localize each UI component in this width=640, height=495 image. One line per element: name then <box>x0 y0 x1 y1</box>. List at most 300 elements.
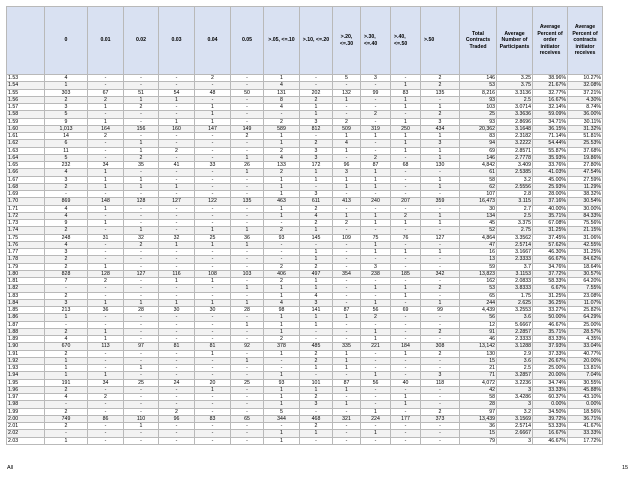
table-cell: 2.3182 <box>497 133 533 140</box>
table-cell: 378 <box>264 343 300 350</box>
row-label-cell: 1.60 <box>7 125 45 132</box>
table-cell: - <box>391 176 421 183</box>
row-label-cell: 1.53 <box>7 75 45 82</box>
table-cell: 76 <box>391 234 421 241</box>
table-cell: 1 <box>391 140 421 147</box>
table-row <box>7 408 603 415</box>
row-label-cell: 1.99 <box>7 408 45 415</box>
table-cell: 3 <box>421 372 460 379</box>
table-cell: 92 <box>231 343 264 350</box>
table-cell: - <box>231 430 264 437</box>
table-cell: - <box>421 256 460 263</box>
row-label-cell: 1.98 <box>7 401 45 408</box>
table-cell: - <box>159 220 195 227</box>
table-cell: 1 <box>333 147 361 154</box>
table-cell: 1 <box>300 256 333 263</box>
table-cell: 1 <box>391 147 421 154</box>
table-cell: 2 <box>45 408 88 415</box>
header-cell-30-40: >.30, <=.40 <box>361 7 391 75</box>
table-cell: - <box>421 241 460 248</box>
row-label-cell: 1.58 <box>7 111 45 118</box>
table-cell: 202 <box>300 89 333 96</box>
table-cell: 28 <box>460 401 497 408</box>
table-cell: - <box>333 430 361 437</box>
table-cell: - <box>391 357 421 364</box>
table-cell: 2 <box>264 278 300 285</box>
table-cell: 1 <box>264 394 300 401</box>
table-row <box>7 285 603 292</box>
table-cell: 191 <box>45 379 88 386</box>
table-cell: 1 <box>45 365 88 372</box>
table-cell: 1 <box>45 357 88 364</box>
table-cell: 2 <box>45 350 88 357</box>
table-cell: 2.8571 <box>497 147 533 154</box>
table-cell: 1 <box>300 249 333 256</box>
table-cell: 47.54% <box>568 169 603 176</box>
table-cell: 25.82% <box>568 307 603 314</box>
table-cell: 1 <box>333 401 361 408</box>
table-cell: - <box>231 350 264 357</box>
table-cell: 1 <box>333 176 361 183</box>
table-cell: 2 <box>45 386 88 393</box>
table-cell: 3 <box>300 299 333 306</box>
table-cell: 93 <box>264 234 300 241</box>
row-label-cell: 1.80 <box>7 270 45 277</box>
table-cell: 1 <box>159 278 195 285</box>
table-cell: 3.1153 <box>497 270 533 277</box>
table-cell: 4.35% <box>568 336 603 343</box>
table-cell: 1 <box>231 241 264 248</box>
table-cell: - <box>124 408 159 415</box>
table-cell: 20,362 <box>460 125 497 132</box>
table-cell: 4,072 <box>460 379 497 386</box>
table-cell: 1 <box>45 314 88 321</box>
table-cell: - <box>124 437 159 444</box>
table-cell: 93 <box>460 118 497 125</box>
table-cell: 224 <box>361 415 391 422</box>
table-cell: - <box>361 350 391 357</box>
table-cell: 611 <box>300 198 333 205</box>
table-cell: - <box>159 401 195 408</box>
table-cell: - <box>45 285 88 292</box>
table-cell: 62 <box>460 183 497 190</box>
table-cell: - <box>333 263 361 270</box>
table-cell: - <box>124 263 159 270</box>
table-cell: 4 <box>264 82 300 89</box>
table-cell: 184 <box>391 343 421 350</box>
table-cell: 2.5 <box>497 96 533 103</box>
table-cell: 31.06% <box>568 234 603 241</box>
table-row <box>7 118 603 125</box>
table-cell: 35 <box>124 162 159 169</box>
table-cell: - <box>264 249 300 256</box>
footer-left-label: All <box>7 465 14 471</box>
table-cell: - <box>231 336 264 343</box>
table-cell: 15 <box>460 430 497 437</box>
table-cell: 3.2222 <box>497 140 533 147</box>
table-cell: 11.29% <box>568 183 603 190</box>
table-cell: 16,473 <box>460 198 497 205</box>
table-cell: 33.33% <box>568 430 603 437</box>
table-cell: 1 <box>195 350 231 357</box>
table-cell: 37.45% <box>533 234 568 241</box>
row-label-cell: 1.54 <box>7 82 45 89</box>
table-cell: 1 <box>361 169 391 176</box>
table-cell: - <box>159 321 195 328</box>
table-cell: - <box>124 328 159 335</box>
table-cell: 2 <box>45 96 88 103</box>
table-cell: - <box>421 292 460 299</box>
table-cell: - <box>333 423 361 430</box>
table-cell: - <box>333 191 361 198</box>
table-cell: 37.33% <box>533 350 568 357</box>
header-cell-avg-participants: Average Number of Participants <box>497 7 533 75</box>
table-cell: 99 <box>421 307 460 314</box>
table-cell: 1 <box>264 140 300 147</box>
table-cell: 32 <box>124 234 159 241</box>
table-cell: 146 <box>460 75 497 82</box>
table-cell: 36.25% <box>533 299 568 306</box>
table-cell: 4 <box>45 212 88 219</box>
table-cell: - <box>391 183 421 190</box>
table-cell: 238 <box>361 270 391 277</box>
table-cell: - <box>88 140 124 147</box>
table-cell: 1 <box>195 386 231 393</box>
table-cell: 61 <box>460 169 497 176</box>
table-cell: - <box>361 401 391 408</box>
table-cell: 13 <box>460 256 497 263</box>
table-cell: - <box>159 111 195 118</box>
table-cell: - <box>195 314 231 321</box>
table-row <box>7 328 603 335</box>
table-cell: - <box>231 212 264 219</box>
table-cell: - <box>195 437 231 444</box>
table-cell: - <box>124 220 159 227</box>
table-cell: 6.67% <box>533 285 568 292</box>
table-cell: - <box>421 357 460 364</box>
table-cell: 130 <box>421 162 460 169</box>
table-cell: 65 <box>231 415 264 422</box>
table-cell: 3.2 <box>497 176 533 183</box>
table-cell: 3.2553 <box>497 307 533 314</box>
table-row <box>7 169 603 176</box>
table-cell: 1 <box>159 96 195 103</box>
table-cell: - <box>88 430 124 437</box>
table-cell: 36.00% <box>568 111 603 118</box>
table-cell: 87 <box>333 379 361 386</box>
table-cell: 34.76% <box>533 263 568 270</box>
table-cell: - <box>159 263 195 270</box>
table-cell: - <box>391 227 421 234</box>
table-cell: 107 <box>460 191 497 198</box>
table-cell: 68 <box>391 162 421 169</box>
row-label-cell: 1.96 <box>7 386 45 393</box>
table-cell: 1 <box>88 220 124 227</box>
table-cell: 2 <box>45 292 88 299</box>
row-label-cell: 1.82 <box>7 285 45 292</box>
table-cell: 71 <box>460 372 497 379</box>
table-cell: 101 <box>300 379 333 386</box>
table-cell: 59 <box>460 263 497 270</box>
table-cell: 30 <box>195 307 231 314</box>
table-cell: - <box>264 423 300 430</box>
table-cell: 20.00% <box>568 357 603 364</box>
table-cell: 162 <box>460 278 497 285</box>
table-cell: 3 <box>497 437 533 444</box>
table-cell: 75.56% <box>568 220 603 227</box>
table-cell: 58 <box>460 176 497 183</box>
table-row <box>7 183 603 190</box>
table-cell: 45.00% <box>533 176 568 183</box>
table-cell: 2 <box>88 394 124 401</box>
table-cell: 128 <box>124 198 159 205</box>
table-cell: 36 <box>88 307 124 314</box>
header-cell-0.04: 0.04 <box>195 7 231 75</box>
table-cell: - <box>361 205 391 212</box>
table-cell: - <box>124 350 159 357</box>
table-cell: 2 <box>124 154 159 161</box>
table-cell: 4,439 <box>460 307 497 314</box>
table-cell: 3 <box>497 386 533 393</box>
table-cell: - <box>124 372 159 379</box>
table-cell: 96 <box>159 415 195 422</box>
table-cell: - <box>159 191 195 198</box>
table-cell: - <box>361 365 391 372</box>
table-cell: 23.08% <box>568 292 603 299</box>
table-cell: 1 <box>264 212 300 219</box>
table-cell: 38.96% <box>533 75 568 82</box>
table-cell: 4 <box>264 154 300 161</box>
table-cell: 164 <box>88 125 124 132</box>
table-cell: 30.11% <box>568 118 603 125</box>
table-cell: 1 <box>231 154 264 161</box>
table-cell: 2 <box>421 75 460 82</box>
table-cell: 1 <box>45 372 88 379</box>
table-cell: - <box>421 423 460 430</box>
row-label-cell: 1.95 <box>7 379 45 386</box>
table-cell: 51.81% <box>568 133 603 140</box>
table-cell: 1 <box>300 104 333 111</box>
table-cell: 1 <box>159 183 195 190</box>
table-cell: - <box>361 227 391 234</box>
table-cell: - <box>361 118 391 125</box>
table-cell: 51 <box>124 89 159 96</box>
table-cell: 75 <box>361 234 391 241</box>
table-cell: 5 <box>45 154 88 161</box>
table-cell: 2.5385 <box>497 169 533 176</box>
contracts-table <box>6 6 603 445</box>
table-cell: - <box>391 321 421 328</box>
table-cell: 2 <box>264 118 300 125</box>
table-cell: - <box>124 401 159 408</box>
table-cell: 96 <box>333 162 361 169</box>
table-cell: 16.67% <box>533 96 568 103</box>
table-cell: 33.33% <box>533 386 568 393</box>
table-cell: 7.04% <box>568 372 603 379</box>
table-cell: 50 <box>231 89 264 96</box>
table-cell: 1 <box>124 183 159 190</box>
table-cell: 1 <box>264 183 300 190</box>
table-cell: - <box>45 191 88 198</box>
table-cell: 3 <box>45 104 88 111</box>
table-cell: - <box>88 147 124 154</box>
table-cell: 7.55% <box>568 285 603 292</box>
table-cell: 2 <box>159 408 195 415</box>
table-cell: 87 <box>333 307 361 314</box>
table-cell: - <box>231 140 264 147</box>
table-cell: 30.54% <box>568 198 603 205</box>
table-cell: 344 <box>264 415 300 422</box>
table-cell: - <box>159 328 195 335</box>
table-cell: 213 <box>45 307 88 314</box>
table-cell: 97 <box>460 408 497 415</box>
row-label-cell: 1.92 <box>7 357 45 364</box>
table-cell: 207 <box>391 198 421 205</box>
table-cell: 53 <box>460 82 497 89</box>
table-cell: 14 <box>45 133 88 140</box>
table-row <box>7 401 603 408</box>
row-label-cell: 1.56 <box>7 96 45 103</box>
table-cell: 67.08% <box>533 220 568 227</box>
table-cell: - <box>231 220 264 227</box>
table-cell: - <box>391 336 421 343</box>
table-cell: 3 <box>300 147 333 154</box>
table-cell: - <box>88 191 124 198</box>
row-label-cell: 1.86 <box>7 314 45 321</box>
table-cell: 1 <box>391 401 421 408</box>
row-label-cell: 1.67 <box>7 176 45 183</box>
table-cell: 319 <box>361 125 391 132</box>
table-cell: - <box>195 205 231 212</box>
table-cell: - <box>231 394 264 401</box>
table-cell: 1 <box>361 430 391 437</box>
table-row <box>7 307 603 314</box>
table-body <box>7 75 603 445</box>
table-cell: 13.81% <box>568 365 603 372</box>
table-cell: - <box>361 386 391 393</box>
table-cell: 10.27% <box>568 75 603 82</box>
table-row <box>7 386 603 393</box>
table-cell: - <box>124 111 159 118</box>
table-cell: - <box>159 365 195 372</box>
table-cell: - <box>231 263 264 270</box>
table-cell: 32.08% <box>568 82 603 89</box>
table-cell: 1 <box>88 328 124 335</box>
table-cell: 56 <box>361 379 391 386</box>
table-cell: - <box>391 191 421 198</box>
table-cell: 53.33% <box>533 423 568 430</box>
table-cell: 64.29% <box>568 314 603 321</box>
row-label-cell: 1.66 <box>7 169 45 176</box>
table-cell: 485 <box>300 343 333 350</box>
table-cell: 2 <box>421 350 460 357</box>
table-cell: 1 <box>124 176 159 183</box>
table-cell: - <box>231 111 264 118</box>
table-cell: 54.44% <box>533 140 568 147</box>
table-cell: - <box>124 256 159 263</box>
table-cell: - <box>195 292 231 299</box>
table-cell: - <box>421 430 460 437</box>
table-cell: - <box>391 205 421 212</box>
table-cell: - <box>195 140 231 147</box>
table-cell: - <box>124 394 159 401</box>
table-cell: - <box>195 133 231 140</box>
table-cell: 146 <box>460 154 497 161</box>
table-cell: 3 <box>361 75 391 82</box>
table-row <box>7 299 603 306</box>
table-cell: 3.1569 <box>497 415 533 422</box>
row-label-cell: 1.97 <box>7 394 45 401</box>
table-cell: 3 <box>421 118 460 125</box>
table-cell: 2.5714 <box>497 423 533 430</box>
table-row <box>7 263 603 270</box>
table-cell: 69 <box>391 307 421 314</box>
table-cell: 21.67% <box>533 82 568 89</box>
table-row <box>7 423 603 430</box>
table-cell: 2 <box>264 227 300 234</box>
table-cell: 3.3636 <box>497 111 533 118</box>
table-cell: - <box>231 205 264 212</box>
table-row <box>7 212 603 219</box>
table-cell: - <box>88 401 124 408</box>
table-cell: 83 <box>195 415 231 422</box>
row-label-cell: 1.57 <box>7 104 45 111</box>
table-cell: - <box>421 227 460 234</box>
table-cell: 35.93% <box>533 154 568 161</box>
table-cell: 25.00% <box>533 365 568 372</box>
table-cell: - <box>361 96 391 103</box>
table-cell: 34.74% <box>533 379 568 386</box>
table-cell: 2.9 <box>497 350 533 357</box>
table-cell: 4.30% <box>568 96 603 103</box>
table-cell: - <box>391 256 421 263</box>
table-cell: - <box>124 205 159 212</box>
table-cell: 19.86% <box>568 154 603 161</box>
table-cell: 2 <box>361 154 391 161</box>
table-cell: 1 <box>361 372 391 379</box>
table-cell: 1 <box>264 285 300 292</box>
table-cell: 27.59% <box>568 176 603 183</box>
table-cell: - <box>195 96 231 103</box>
header-cell-0.03: 0.03 <box>159 7 195 75</box>
table-cell: 109 <box>333 234 361 241</box>
table-cell: 149 <box>231 125 264 132</box>
table-cell: - <box>333 321 361 328</box>
table-cell: 1 <box>421 154 460 161</box>
table-cell: 1 <box>264 176 300 183</box>
table-cell: 2 <box>88 96 124 103</box>
row-label-cell: 1.64 <box>7 154 45 161</box>
table-cell: - <box>333 256 361 263</box>
table-cell: 33.04% <box>568 343 603 350</box>
table-cell: 3 <box>300 401 333 408</box>
table-cell: - <box>88 285 124 292</box>
table-cell: 25.93% <box>533 183 568 190</box>
table-cell: - <box>361 191 391 198</box>
table-cell: 1 <box>124 227 159 234</box>
table-cell: 8,216 <box>460 89 497 96</box>
table-cell: 3.2 <box>497 408 533 415</box>
table-cell: - <box>159 386 195 393</box>
table-cell: 354 <box>333 270 361 277</box>
table-cell: 497 <box>300 270 333 277</box>
table-cell: 5 <box>264 408 300 415</box>
table-cell: - <box>159 430 195 437</box>
table-cell: 1 <box>300 285 333 292</box>
table-cell: 81 <box>195 343 231 350</box>
table-cell: 52 <box>460 227 497 234</box>
table-cell: - <box>361 423 391 430</box>
